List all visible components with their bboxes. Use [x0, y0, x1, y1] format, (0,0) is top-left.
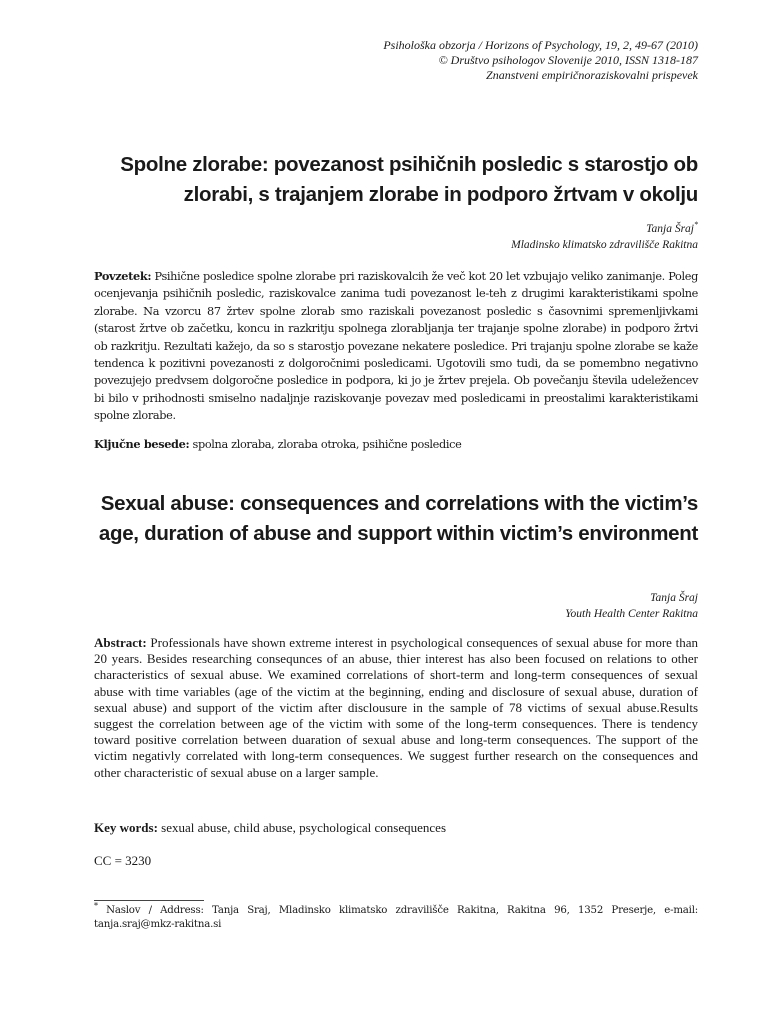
- author-footnote-mark: *: [694, 220, 698, 230]
- keywords-text: sexual abuse, child abuse, psychological consequences: [161, 820, 446, 835]
- english-keywords: [94, 820, 698, 836]
- footnote-mark: *: [94, 901, 98, 911]
- footnote-text: Naslov / Address: Tanja Sraj, Mladinsko klimatsko zdravilišče Rakitna, Rakitna 96, 1352 Preserje, e-mail: tanja.sraj@mkz-rakitna.si: [94, 905, 698, 930]
- keywords-text: spolna zloraba, zloraba otroka, psihične posledice: [192, 438, 462, 451]
- keywords-label: Ključne besede:: [94, 437, 190, 451]
- author-name: Tanja Šraj: [650, 592, 698, 604]
- footnote-divider: [94, 900, 204, 901]
- slovene-keywords: [94, 436, 698, 453]
- journal-citation: Psihološka obzorja / Horizons of Psychology, 19, 2, 49-67 (2010): [383, 38, 698, 52]
- author-name: Tanja Šraj*: [646, 220, 698, 235]
- journal-header: [383, 38, 698, 83]
- slovene-author-block: [511, 221, 698, 253]
- copyright-line: © Društvo psihologov Slovenije 2010, ISSN 1318-187: [438, 53, 698, 67]
- article-type: Znanstveni empiričnoraziskovalni prispevek: [486, 68, 698, 82]
- english-abstract: [94, 635, 698, 781]
- cc-code: CC = 3230: [94, 853, 152, 868]
- english-title: Sexual abuse: consequences and correlations with the victim’s age, duration of abuse and support within victim’s environment: [98, 492, 698, 545]
- abstract-text: Professionals have shown extreme interest in psychological consequences of sexual abuse for more than 20 years. Besides researching consequnces of an abuse, thier interest has also been focused on relations to other characteristics of sexual abuse. We examined correlations of short-term and long-term consequences of sexual abuse with time variables (age of the victim at the beginning, ending and disclosure of sexual abuse, duration of sexual abuse) and support of the victim after disclousure in the sample of 78 victims of sexual abuse.Results suggest the correlation between age of the victim with some of the long-term consequences. There is tendency toward positive correlation between duaration of sexual abuse and long-term consequences. The support of the victim negativly correlated with long-term consequences. We suggest further research on the consequences and other characteristic of sexual abuse on a larger sample.: [94, 635, 699, 780]
- abstract-label: Abstract:: [94, 635, 147, 650]
- address-footnote: [94, 901, 698, 932]
- english-author-block: [565, 590, 698, 622]
- abstract-text: Psihične posledice spolne zlorabe pri raziskovalcih že več kot 20 let vzbujajo veliko zanimanje. Poleg ocenjevanja psihičnih posledic, raziskovalce zanima tudi povezanost le-teh z drugimi karakteristikami spolne zlorabe. Na vzorcu 87 žrtev spolne zlorab smo raziskali povezanost posledic s časovnimi spremenljivkami (starost žrtve ob začetku, koncu in razkritju spolnega zlorabljanja ter trajanje spolne zlorabe) in podporo žrtvi ob razkritju. Rezultati kažejo, da so s starostjo povezane nekatere posledice. Pri trajanju spolne zlorabe se kaže tendenca k pozitivni povezanosti z dolgoročnimi posledicami. Ugotovili smo tudi, da se pomembno negativno povezujejo predvsem dolgoročne posledice in podpora, ki jo je žrtev prejela. Ob povečanju števila udeležencev bi bilo v prihodnosti smiselno nadaljnje raziskovanje povezav med posledicami in preostalimi karakteristikami spolne zlorabe.: [94, 270, 698, 423]
- abstract-label: Povzetek:: [94, 269, 152, 283]
- author-affiliation: Youth Health Center Rakitna: [565, 608, 698, 620]
- keywords-label: Key words:: [94, 820, 158, 835]
- author-affiliation: Mladinsko klimatsko zdravilišče Rakitna: [511, 239, 698, 251]
- slovene-title: Spolne zlorabe: povezanost psihičnih posledic s starostjo ob zlorabi, s trajanjem zlorabe in podporo žrtvam v okolju: [120, 153, 698, 206]
- slovene-abstract: [94, 268, 698, 425]
